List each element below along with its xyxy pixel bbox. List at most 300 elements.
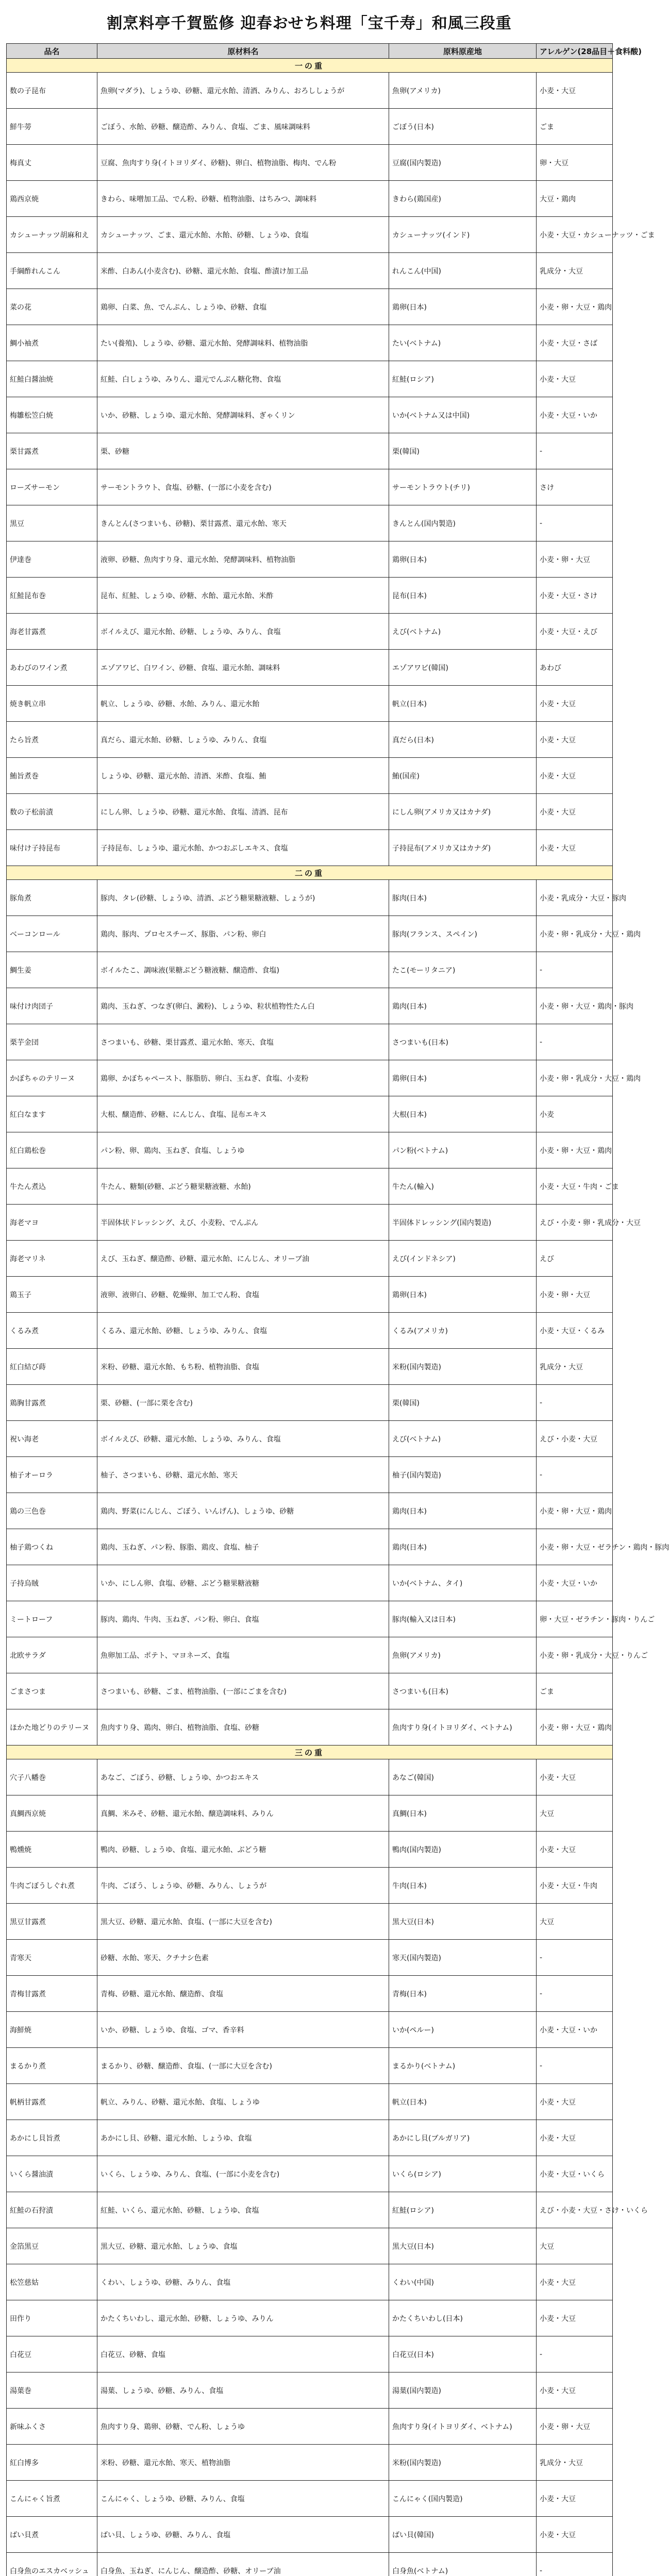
- cell-origin: 豚肉(日本): [389, 880, 537, 916]
- cell-origin: えび(インドネシア): [389, 1241, 537, 1277]
- cell-allergen: 小麦・大豆: [537, 73, 613, 109]
- cell-ingredients: 帆立、しょうゆ、砂糖、水飴、みりん、還元水飴: [97, 686, 389, 722]
- cell-name: 柚子鶏つくね: [7, 1529, 97, 1565]
- cell-ingredients: 米酢、白あん(小麦含む)、砂糖、還元水飴、食塩、酢漬け加工品: [97, 253, 389, 289]
- table-row: [7, 1385, 613, 1421]
- cell-origin: さつまいも(日本): [389, 1024, 537, 1060]
- cell-origin: にしん卵(アメリカ又はカナダ): [389, 794, 537, 830]
- table-row: [7, 1976, 613, 2012]
- cell-origin: 鶏卵(日本): [389, 541, 537, 578]
- cell-origin: 黒大豆(日本): [389, 2228, 537, 2264]
- cell-name: 鶏の三色巻: [7, 1493, 97, 1529]
- cell-name: 海老甘露煮: [7, 614, 97, 650]
- table-row: [7, 541, 613, 578]
- table-row: [7, 1349, 613, 1385]
- cell-origin: カシューナッツ(インド): [389, 217, 537, 253]
- cell-origin: いか(ベトナム、タイ): [389, 1565, 537, 1601]
- section-header: [7, 866, 613, 880]
- cell-allergen: 卵・大豆・ゼラチン・豚肉・りんご: [537, 1601, 613, 1637]
- cell-allergen: 小麦・大豆・くるみ: [537, 1313, 613, 1349]
- table-row: [7, 1637, 613, 1673]
- table-row: [7, 2517, 613, 2553]
- cell-name: たら旨煮: [7, 722, 97, 758]
- cell-allergen: 小麦・大豆・いくら: [537, 2156, 613, 2192]
- cell-allergen: 小麦・大豆・いか: [537, 397, 613, 433]
- table-row: [7, 1904, 613, 1940]
- cell-name: 鴨燻焼: [7, 1832, 97, 1868]
- cell-origin: いか(ベトナム又は中国): [389, 397, 537, 433]
- cell-allergen: -: [537, 1976, 613, 2012]
- cell-allergen: 小麦・大豆: [537, 794, 613, 830]
- cell-allergen: 小麦・大豆・牛肉: [537, 1868, 613, 1904]
- table-row: [7, 614, 613, 650]
- table-row: [7, 2300, 613, 2336]
- cell-ingredients: 大根、醸造酢、砂糖、にんじん、食塩、昆布エキス: [97, 1096, 389, 1132]
- header-ingredients: 原材料名: [97, 44, 389, 59]
- cell-allergen: -: [537, 2553, 613, 2576]
- cell-ingredients: 魚肉すり身、鶏卵、砂糖、でん粉、しょうゆ: [97, 2409, 389, 2445]
- cell-ingredients: くわい、しょうゆ、砂糖、みりん、食塩: [97, 2264, 389, 2300]
- cell-name: 紅白結び蒔: [7, 1349, 97, 1385]
- cell-name: 黒豆: [7, 505, 97, 541]
- cell-allergen: 小麦・大豆: [537, 2300, 613, 2336]
- cell-allergen: 乳成分・大豆: [537, 2445, 613, 2481]
- table-row: [7, 2481, 613, 2517]
- cell-ingredients: 鶏肉、玉ねぎ、つなぎ(卵白、澱粉)、しょうゆ、粒状植物性たん白: [97, 988, 389, 1024]
- table-row: [7, 1868, 613, 1904]
- cell-allergen: 小麦・大豆: [537, 1832, 613, 1868]
- table-row: [7, 1024, 613, 1060]
- table-row: [7, 1709, 613, 1745]
- cell-allergen: 小麦・大豆: [537, 2372, 613, 2409]
- cell-ingredients: 鶏卵、白菜、魚、でんぷん、しょうゆ、砂糖、食塩: [97, 289, 389, 325]
- cell-origin: 青梅(日本): [389, 1976, 537, 2012]
- header-allergen: アレルゲン(28品目＋食料酸): [537, 44, 613, 59]
- cell-name: ばい貝煮: [7, 2517, 97, 2553]
- cell-ingredients: あなご、ごぼう、砂糖、しょうゆ、かつおエキス: [97, 1759, 389, 1795]
- table-row: [7, 794, 613, 830]
- cell-name: 紅鮭の石狩漬: [7, 2192, 97, 2228]
- cell-ingredients: 栗、砂糖、(一部に栗を含む): [97, 1385, 389, 1421]
- cell-origin: 白花豆(日本): [389, 2336, 537, 2372]
- table-row: [7, 988, 613, 1024]
- cell-allergen: 小麦・卵・大豆・鶏肉: [537, 289, 613, 325]
- cell-allergen: -: [537, 2336, 613, 2372]
- cell-allergen: 乳成分・大豆: [537, 253, 613, 289]
- cell-origin: エゾアワビ(韓国): [389, 650, 537, 686]
- cell-allergen: -: [537, 1940, 613, 1976]
- table-row: [7, 1168, 613, 1205]
- cell-allergen: あわび: [537, 650, 613, 686]
- cell-origin: 栗(韓国): [389, 1385, 537, 1421]
- table-row: [7, 2409, 613, 2445]
- cell-name: 穴子八幡巻: [7, 1759, 97, 1795]
- cell-allergen: えび・小麦・大豆: [537, 1421, 613, 1457]
- cell-origin: かたくちいわし(日本): [389, 2300, 537, 2336]
- cell-origin: 鶏卵(日本): [389, 289, 537, 325]
- cell-name: 真鯛西京焼: [7, 1795, 97, 1832]
- cell-allergen: ごま: [537, 109, 613, 145]
- cell-ingredients: 昆布、紅鮭、しょうゆ、砂糖、水飴、還元水飴、米酢: [97, 578, 389, 614]
- table-row: [7, 1529, 613, 1565]
- table-row: [7, 1277, 613, 1313]
- table-row: [7, 758, 613, 794]
- cell-ingredients: 鶏肉、豚肉、プロセスチーズ、豚脂、パン粉、卵白: [97, 916, 389, 952]
- cell-allergen: 小麦・大豆: [537, 830, 613, 866]
- cell-origin: あかにし貝(ブルガリア): [389, 2120, 537, 2156]
- cell-allergen: 小麦・卵・大豆・ゼラチン・鶏肉・豚肉: [537, 1529, 613, 1565]
- cell-name: 数の子松前漬: [7, 794, 97, 830]
- cell-origin: 帆立(日本): [389, 2084, 537, 2120]
- cell-name: 味付け肉団子: [7, 988, 97, 1024]
- cell-name: こんにゃく旨煮: [7, 2481, 97, 2517]
- cell-allergen: えび・小麦・卵・乳成分・大豆: [537, 1205, 613, 1241]
- cell-name: 鶏玉子: [7, 1277, 97, 1313]
- table-row: [7, 1601, 613, 1637]
- table-row: [7, 505, 613, 541]
- cell-allergen: -: [537, 1024, 613, 1060]
- cell-name: かぼちゃのテリーヌ: [7, 1060, 97, 1096]
- cell-ingredients: こんにゃく、しょうゆ、砂糖、みりん、食塩: [97, 2481, 389, 2517]
- cell-name: 紅白なます: [7, 1096, 97, 1132]
- cell-name: 栗芋金団: [7, 1024, 97, 1060]
- cell-origin: 栗(韓国): [389, 433, 537, 469]
- cell-ingredients: 紅鮭、いくら、還元水飴、砂糖、しょうゆ、食塩: [97, 2192, 389, 2228]
- table-row: [7, 2120, 613, 2156]
- cell-allergen: 大豆: [537, 1795, 613, 1832]
- cell-name: 海老マリネ: [7, 1241, 97, 1277]
- cell-name: 海老マヨ: [7, 1205, 97, 1241]
- table-row: [7, 217, 613, 253]
- cell-name: 白身魚のエスカベッシュ: [7, 2553, 97, 2576]
- cell-origin: 半固体ドレッシング(国内製造): [389, 1205, 537, 1241]
- cell-allergen: 大豆・鶏肉: [537, 181, 613, 217]
- cell-allergen: 小麦・卵・乳成分・大豆・りんご: [537, 1637, 613, 1673]
- cell-allergen: 小麦・大豆: [537, 1759, 613, 1795]
- cell-origin: まるかり(ベトナム): [389, 2048, 537, 2084]
- cell-allergen: -: [537, 2048, 613, 2084]
- cell-ingredients: えび、玉ねぎ、醸造酢、砂糖、還元水飴、にんじん、オリーブ油: [97, 1241, 389, 1277]
- cell-allergen: 卵・大豆: [537, 145, 613, 181]
- header-name: 品名: [7, 44, 97, 59]
- cell-ingredients: きんとん(さつまいも、砂糖)、栗甘露煮、還元水飴、寒天: [97, 505, 389, 541]
- cell-ingredients: エゾアワビ、白ワイン、砂糖、食塩、還元水飴、調味料: [97, 650, 389, 686]
- cell-allergen: 小麦・卵・乳成分・大豆・鶏肉: [537, 1060, 613, 1096]
- table-row: [7, 952, 613, 988]
- table-row: [7, 1832, 613, 1868]
- header-origin: 原料原産地: [389, 44, 537, 59]
- table-row: [7, 2553, 613, 2576]
- cell-origin: パン粉(ベトナム): [389, 1132, 537, 1168]
- cell-name: 数の子昆布: [7, 73, 97, 109]
- cell-name: 海鮮焼: [7, 2012, 97, 2048]
- cell-name: ほかた地どりのテリーヌ: [7, 1709, 97, 1745]
- cell-ingredients: さつまいも、砂糖、ごま、植物油脂、(一部にごまを含む): [97, 1673, 389, 1709]
- cell-allergen: 小麦・大豆: [537, 686, 613, 722]
- table-row: [7, 253, 613, 289]
- cell-allergen: えび・小麦・大豆・さけ・いくら: [537, 2192, 613, 2228]
- cell-ingredients: 牛たん、糖類(砂糖、ぶどう糖果糖液糖、水飴): [97, 1168, 389, 1205]
- cell-origin: ごぼう(日本): [389, 109, 537, 145]
- cell-origin: 真鯛(日本): [389, 1795, 537, 1832]
- table-row: [7, 109, 613, 145]
- cell-ingredients: 白花豆、砂糖、食塩: [97, 2336, 389, 2372]
- cell-origin: 米粉(国内製造): [389, 1349, 537, 1385]
- cell-ingredients: 砂糖、水飴、寒天、クチナシ色素: [97, 1940, 389, 1976]
- cell-allergen: 小麦・卵・大豆・鶏肉: [537, 1493, 613, 1529]
- table-row: [7, 2336, 613, 2372]
- cell-ingredients: サーモントラウト、食塩、砂糖、(一部に小麦を含む): [97, 469, 389, 505]
- cell-origin: くるみ(アメリカ): [389, 1313, 537, 1349]
- cell-name: 牛肉ごぼうしぐれ煮: [7, 1868, 97, 1904]
- cell-origin: 白身魚(ベトナム): [389, 2553, 537, 2576]
- cell-origin: 鴨肉(国内製造): [389, 1832, 537, 1868]
- cell-origin: れんこん(中国): [389, 253, 537, 289]
- cell-allergen: 小麦・卵・大豆: [537, 2409, 613, 2445]
- cell-origin: 牛たん(輸入): [389, 1168, 537, 1205]
- table-row: [7, 880, 613, 916]
- cell-origin: 湯葉(国内製造): [389, 2372, 537, 2409]
- cell-ingredients: 米粉、砂糖、還元水飴、もち粉、植物油脂、食塩: [97, 1349, 389, 1385]
- table-row: [7, 2156, 613, 2192]
- cell-origin: くわい(中国): [389, 2264, 537, 2300]
- cell-origin: 真だら(日本): [389, 722, 537, 758]
- cell-allergen: 小麦・大豆・いか: [537, 1565, 613, 1601]
- cell-ingredients: いくら、しょうゆ、みりん、食塩、(一部に小麦を含む): [97, 2156, 389, 2192]
- cell-name: 子持烏賊: [7, 1565, 97, 1601]
- cell-name: 鶏胸甘露煮: [7, 1385, 97, 1421]
- cell-origin: 帆立(日本): [389, 686, 537, 722]
- cell-origin: 昆布(日本): [389, 578, 537, 614]
- cell-ingredients: あかにし貝、砂糖、還元水飴、しょうゆ、食塩: [97, 2120, 389, 2156]
- cell-allergen: 小麦・大豆・牛肉・ごま: [537, 1168, 613, 1205]
- cell-ingredients: 牛肉、ごぼう、しょうゆ、砂糖、みりん、しょうが: [97, 1868, 389, 1904]
- cell-allergen: さけ: [537, 469, 613, 505]
- table-row: [7, 916, 613, 952]
- section-label: 一の重: [7, 59, 613, 73]
- section-header: [7, 1745, 613, 1759]
- cell-ingredients: パン粉、卵、鶏肉、玉ねぎ、食塩、しょうゆ: [97, 1132, 389, 1168]
- table-row: [7, 2445, 613, 2481]
- cell-ingredients: 黒大豆、砂糖、還元水飴、食塩、(一部に大豆を含む): [97, 1904, 389, 1940]
- cell-origin: 魚卵(アメリカ): [389, 73, 537, 109]
- cell-allergen: 小麦・大豆: [537, 2084, 613, 2120]
- cell-ingredients: かたくちいわし、還元水飴、砂糖、しょうゆ、みりん: [97, 2300, 389, 2336]
- cell-ingredients: ばい貝、しょうゆ、砂糖、みりん、食塩: [97, 2517, 389, 2553]
- cell-ingredients: たい(養殖)、しょうゆ、砂糖、還元水飴、発酵調味料、植物油脂: [97, 325, 389, 361]
- cell-allergen: 小麦・大豆・カシューナッツ・ごま: [537, 217, 613, 253]
- cell-name: 味付け子持昆布: [7, 830, 97, 866]
- cell-ingredients: 液卵、液卵白、砂糖、乾燥卵、加工でん粉、食塩: [97, 1277, 389, 1313]
- cell-allergen: 小麦・大豆・えび: [537, 614, 613, 650]
- cell-ingredients: いか、砂糖、しょうゆ、還元水飴、発酵調味料、ぎゃくリン: [97, 397, 389, 433]
- cell-ingredients: まるかり、砂糖、醸造酢、食塩、(一部に大豆を含む): [97, 2048, 389, 2084]
- cell-name: 田作り: [7, 2300, 97, 2336]
- cell-ingredients: 豚肉、鶏肉、牛肉、玉ねぎ、パン粉、卵白、食塩: [97, 1601, 389, 1637]
- table-row: [7, 1421, 613, 1457]
- cell-ingredients: 米粉、砂糖、還元水飴、寒天、植物油脂: [97, 2445, 389, 2481]
- cell-origin: 豆腐(国内製造): [389, 145, 537, 181]
- table-row: [7, 2192, 613, 2228]
- cell-name: 手綱酢れんこん: [7, 253, 97, 289]
- cell-ingredients: 魚肉すり身、鶏肉、卵白、植物油脂、食塩、砂糖: [97, 1709, 389, 1745]
- cell-allergen: 小麦・卵・乳成分・大豆・鶏肉: [537, 916, 613, 952]
- cell-name: 北欧サラダ: [7, 1637, 97, 1673]
- cell-ingredients: しょうゆ、砂糖、還元水飴、清酒、米酢、食塩、鮪: [97, 758, 389, 794]
- section-label: 二の重: [7, 866, 613, 880]
- cell-name: 菜の花: [7, 289, 97, 325]
- table-row: [7, 433, 613, 469]
- cell-name: 祝い海老: [7, 1421, 97, 1457]
- cell-name: ミートローフ: [7, 1601, 97, 1637]
- cell-allergen: 小麦・卵・大豆: [537, 541, 613, 578]
- table-row: [7, 1493, 613, 1529]
- cell-ingredients: 白身魚、玉ねぎ、にんじん、醸造酢、砂糖、オリーブ油: [97, 2553, 389, 2576]
- cell-ingredients: 子持昆布、しょうゆ、還元水飴、かつおぶしエキス、食塩: [97, 830, 389, 866]
- cell-ingredients: 魚卵加工品、ポテト、マヨネーズ、食塩: [97, 1637, 389, 1673]
- cell-name: 紅鮭昆布巻: [7, 578, 97, 614]
- cell-allergen: えび: [537, 1241, 613, 1277]
- table-row: [7, 181, 613, 217]
- cell-origin: きわら(鶏国産): [389, 181, 537, 217]
- cell-allergen: 大豆: [537, 1904, 613, 1940]
- cell-name: 鯛小袖煮: [7, 325, 97, 361]
- cell-name: ローズサーモン: [7, 469, 97, 505]
- table-row: [7, 686, 613, 722]
- cell-origin: 紅鮭(ロシア): [389, 2192, 537, 2228]
- cell-allergen: 小麦・大豆: [537, 2481, 613, 2517]
- cell-name: 青寒天: [7, 1940, 97, 1976]
- cell-ingredients: きわら、味噌加工品、でん粉、砂糖、植物油脂、はちみつ、調味料: [97, 181, 389, 217]
- cell-allergen: 小麦: [537, 1096, 613, 1132]
- cell-allergen: -: [537, 952, 613, 988]
- cell-name: 紅白鶏松巻: [7, 1132, 97, 1168]
- cell-allergen: -: [537, 1457, 613, 1493]
- cell-name: 豚角煮: [7, 880, 97, 916]
- cell-allergen: 小麦・卵・大豆・鶏肉: [537, 1709, 613, 1745]
- cell-origin: 黒大豆(日本): [389, 1904, 537, 1940]
- cell-name: 湯葉巻: [7, 2372, 97, 2409]
- cell-origin: サーモントラウト(チリ): [389, 469, 537, 505]
- cell-name: 金箔黒豆: [7, 2228, 97, 2264]
- cell-allergen: 小麦・大豆: [537, 2517, 613, 2553]
- table-row: [7, 2264, 613, 2300]
- cell-name: 帆柄甘露煮: [7, 2084, 97, 2120]
- cell-origin: 豚肉(フランス、スペイン): [389, 916, 537, 952]
- cell-ingredients: カシューナッツ、ごま、還元水飴、水飴、砂糖、しょうゆ、食塩: [97, 217, 389, 253]
- table-row: [7, 73, 613, 109]
- cell-origin: えび(ベトナム): [389, 614, 537, 650]
- cell-name: 青梅甘露煮: [7, 1976, 97, 2012]
- cell-origin: 鶏卵(日本): [389, 1277, 537, 1313]
- section-label: 三の重: [7, 1745, 613, 1759]
- cell-ingredients: 液卵、砂糖、魚肉すり身、還元水飴、発酵調味料、植物油脂: [97, 541, 389, 578]
- table-row: [7, 1096, 613, 1132]
- cell-ingredients: 真鯛、米みそ、砂糖、還元水飴、醸造調味料、みりん: [97, 1795, 389, 1832]
- cell-origin: えび(ベトナム): [389, 1421, 537, 1457]
- cell-name: くるみ煮: [7, 1313, 97, 1349]
- table-body: [7, 59, 669, 2576]
- cell-origin: 魚肉すり身(イトヨリダイ、ベトナム): [389, 1709, 537, 1745]
- cell-origin: いくら(ロシア): [389, 2156, 537, 2192]
- cell-name: 柚子オーロラ: [7, 1457, 97, 1493]
- cell-origin: 魚卵(アメリカ): [389, 1637, 537, 1673]
- cell-ingredients: 黒大豆、砂糖、還元水飴、しょうゆ、食塩: [97, 2228, 389, 2264]
- table-row: [7, 1565, 613, 1601]
- cell-name: いくら醤油漬: [7, 2156, 97, 2192]
- cell-name: 鯛生姜: [7, 952, 97, 988]
- table-row: [7, 650, 613, 686]
- cell-ingredients: 帆立、みりん、砂糖、還元水飴、食塩、しょうゆ: [97, 2084, 389, 2120]
- cell-allergen: 小麦・乳成分・大豆・豚肉: [537, 880, 613, 916]
- cell-allergen: 小麦・大豆: [537, 2264, 613, 2300]
- cell-ingredients: 鶏肉、玉ねぎ、パン粉、豚脂、鶏皮、食塩、柚子: [97, 1529, 389, 1565]
- cell-origin: 鮪(国産): [389, 758, 537, 794]
- cell-name: 鮪旨煮巻: [7, 758, 97, 794]
- cell-ingredients: ボイルえび、還元水飴、砂糖、しょうゆ、みりん、食塩: [97, 614, 389, 650]
- cell-ingredients: 鶏肉、野菜(にんじん、ごぼう、いんげん)、しょうゆ、砂糖: [97, 1493, 389, 1529]
- cell-name: 鶏西京焼: [7, 181, 97, 217]
- table-row: [7, 2012, 613, 2048]
- cell-ingredients: くるみ、還元水飴、砂糖、しょうゆ、みりん、食塩: [97, 1313, 389, 1349]
- table-row: [7, 1759, 613, 1795]
- cell-name: 梅真丈: [7, 145, 97, 181]
- table-row: [7, 1060, 613, 1096]
- cell-allergen: 小麦・大豆: [537, 758, 613, 794]
- cell-origin: 柚子(国内製造): [389, 1457, 537, 1493]
- cell-ingredients: 鶏卵、かぼちゃペースト、豚脂肪、卵白、玉ねぎ、食塩、小麦粉: [97, 1060, 389, 1096]
- cell-origin: きんとん(国内製造): [389, 505, 537, 541]
- cell-allergen: 小麦・大豆: [537, 361, 613, 397]
- cell-origin: 鶏肉(日本): [389, 1493, 537, 1529]
- table-row: [7, 578, 613, 614]
- table-row: [7, 325, 613, 361]
- cell-allergen: 小麦・卵・大豆: [537, 1277, 613, 1313]
- table-row: [7, 2372, 613, 2409]
- cell-origin: 鶏肉(日本): [389, 988, 537, 1024]
- cell-origin: たい(ベトナム): [389, 325, 537, 361]
- cell-allergen: -: [537, 433, 613, 469]
- table-row: [7, 1795, 613, 1832]
- cell-name: ベーコンロール: [7, 916, 97, 952]
- table-row: [7, 1241, 613, 1277]
- cell-name: カシューナッツ胡麻和え: [7, 217, 97, 253]
- cell-ingredients: ごぼう、水飴、砂糖、醸造酢、みりん、食塩、ごま、風味調味料: [97, 109, 389, 145]
- section-header: [7, 59, 613, 73]
- cell-name: 紅鮭白醤油焼: [7, 361, 97, 397]
- cell-origin: 子持昆布(アメリカ又はカナダ): [389, 830, 537, 866]
- cell-allergen: -: [537, 505, 613, 541]
- cell-name: あかにし貝旨煮: [7, 2120, 97, 2156]
- cell-name: 黒豆甘露煮: [7, 1904, 97, 1940]
- cell-origin: 魚肉すり身(イトヨリダイ、ベトナム): [389, 2409, 537, 2445]
- cell-name: 新味ふくさ: [7, 2409, 97, 2445]
- table-row: [7, 1673, 613, 1709]
- cell-origin: ばい貝(韓国): [389, 2517, 537, 2553]
- cell-origin: こんにゃく(国内製造): [389, 2481, 537, 2517]
- cell-origin: 鶏卵(日本): [389, 1060, 537, 1096]
- cell-allergen: 乳成分・大豆: [537, 1349, 613, 1385]
- cell-origin: 大根(日本): [389, 1096, 537, 1132]
- table-row: [7, 361, 613, 397]
- cell-name: 牛たん煮込: [7, 1168, 97, 1205]
- cell-ingredients: 豆腐、魚肉すり身(イトヨリダイ、砂糖)、卵白、植物油脂、梅肉、でん粉: [97, 145, 389, 181]
- cell-allergen: 小麦・大豆: [537, 722, 613, 758]
- cell-allergen: 小麦・大豆・いか: [537, 2012, 613, 2048]
- cell-origin: 牛肉(日本): [389, 1868, 537, 1904]
- cell-ingredients: 青梅、砂糖、還元水飴、醸造酢、食塩: [97, 1976, 389, 2012]
- cell-origin: 紅鮭(ロシア): [389, 361, 537, 397]
